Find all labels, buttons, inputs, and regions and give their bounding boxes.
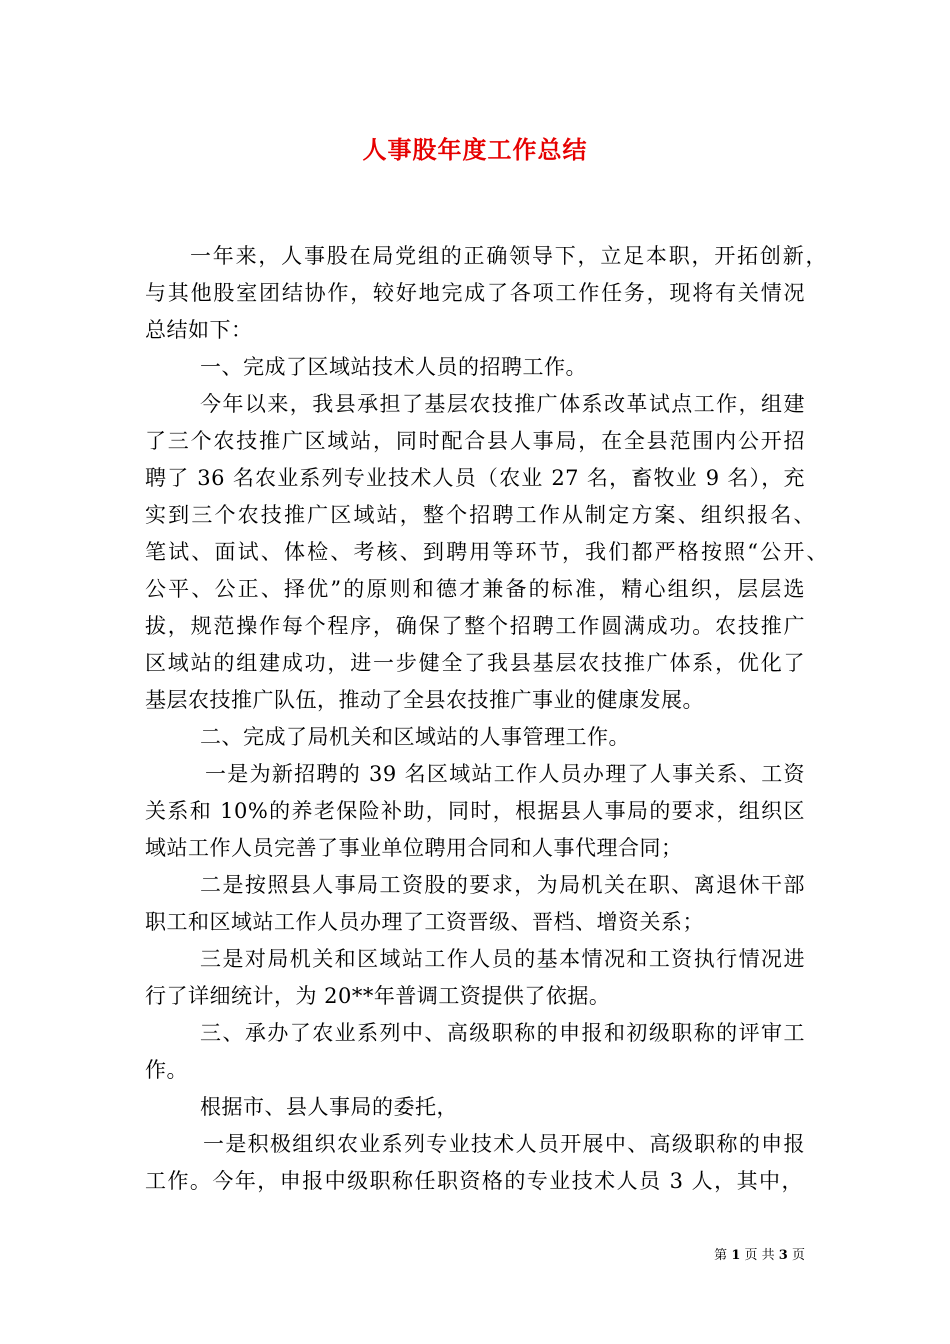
body-line: 职工和区域站工作人员办理了工资晋级、晋档、增资关系；: [145, 910, 704, 934]
body-line: 三是对局机关和区域站工作人员的基本情况和工资执行情况进: [200, 947, 805, 971]
page-number-footer: [714, 1247, 805, 1265]
body-line: 一是为新招聘的 39 名区域站工作人员办理了人事关系、工资: [205, 762, 805, 786]
body-line: 行了详细统计，为 20**年普调工资提供了依据。: [145, 984, 611, 1008]
body-line: 基层农技推广队伍，推动了全县农技推广事业的健康发展。: [145, 688, 704, 712]
body-line: 区域站的组建成功，进一步健全了我县基层农技推广体系，优化了: [145, 651, 805, 675]
body-line: 实到三个农技推广区域站，整个招聘工作从制定方案、组织报名、: [145, 503, 815, 527]
total-pages-number: 3: [778, 1248, 788, 1263]
body-line: 关系和 10%的养老保险补助，同时，根据县人事局的要求，组织区: [145, 799, 805, 823]
page-suffix: 页: [791, 1248, 805, 1263]
body-line: 一年来，人事股在局党组的正确领导下，立足本职，开拓创新，: [190, 244, 827, 268]
page-prefix: 第: [714, 1248, 728, 1263]
section-heading-line: 二、完成了局机关和区域站的人事管理工作。: [200, 725, 630, 749]
body-line: 了三个农技推广区域站，同时配合县人事局，在全县范围内公开招: [145, 429, 805, 453]
body-line: 根据市、县人事局的委托，: [200, 1095, 458, 1119]
body-line: 公平、公正、择优”的原则和德才兼备的标准，精心组织，层层选: [145, 577, 805, 601]
section-heading-line: 三、承办了农业系列中、高级职称的申报和初级职称的评审工: [200, 1021, 805, 1045]
body-line: 一是积极组织农业系列专业技术人员开展中、高级职称的申报: [203, 1132, 805, 1156]
document-title: 人事股年度工作总结: [362, 135, 588, 164]
body-line: 拔，规范操作每个程序，确保了整个招聘工作圆满成功。农技推广: [145, 614, 805, 638]
body-line: 聘了 36 名农业系列专业技术人员（农业 27 名，畜牧业 9 名），充: [145, 466, 805, 490]
body-line: 笔试、面试、体检、考核、到聘用等环节，我们都严格按照“公开、: [145, 540, 828, 564]
body-line: 域站工作人员完善了事业单位聘用合同和人事代理合同；: [145, 836, 683, 860]
section-heading-line: 作。: [145, 1058, 188, 1082]
body-line: 与其他股室团结协作，较好地完成了各项工作任务，现将有关情况: [145, 281, 805, 305]
body-line: 总结如下：: [145, 318, 253, 342]
page-middle: 页 共: [744, 1248, 775, 1263]
body-line: 二是按照县人事局工资股的要求，为局机关在职、离退休干部: [200, 873, 805, 897]
body-line: 工作。今年，申报中级职称任职资格的专业技术人员 3 人，其中，: [145, 1169, 803, 1193]
current-page-number: 1: [731, 1248, 741, 1263]
section-heading-line: 一、完成了区域站技术人员的招聘工作。: [200, 355, 587, 379]
body-line: 今年以来，我县承担了基层农技推广体系改革试点工作，组建: [200, 392, 805, 416]
